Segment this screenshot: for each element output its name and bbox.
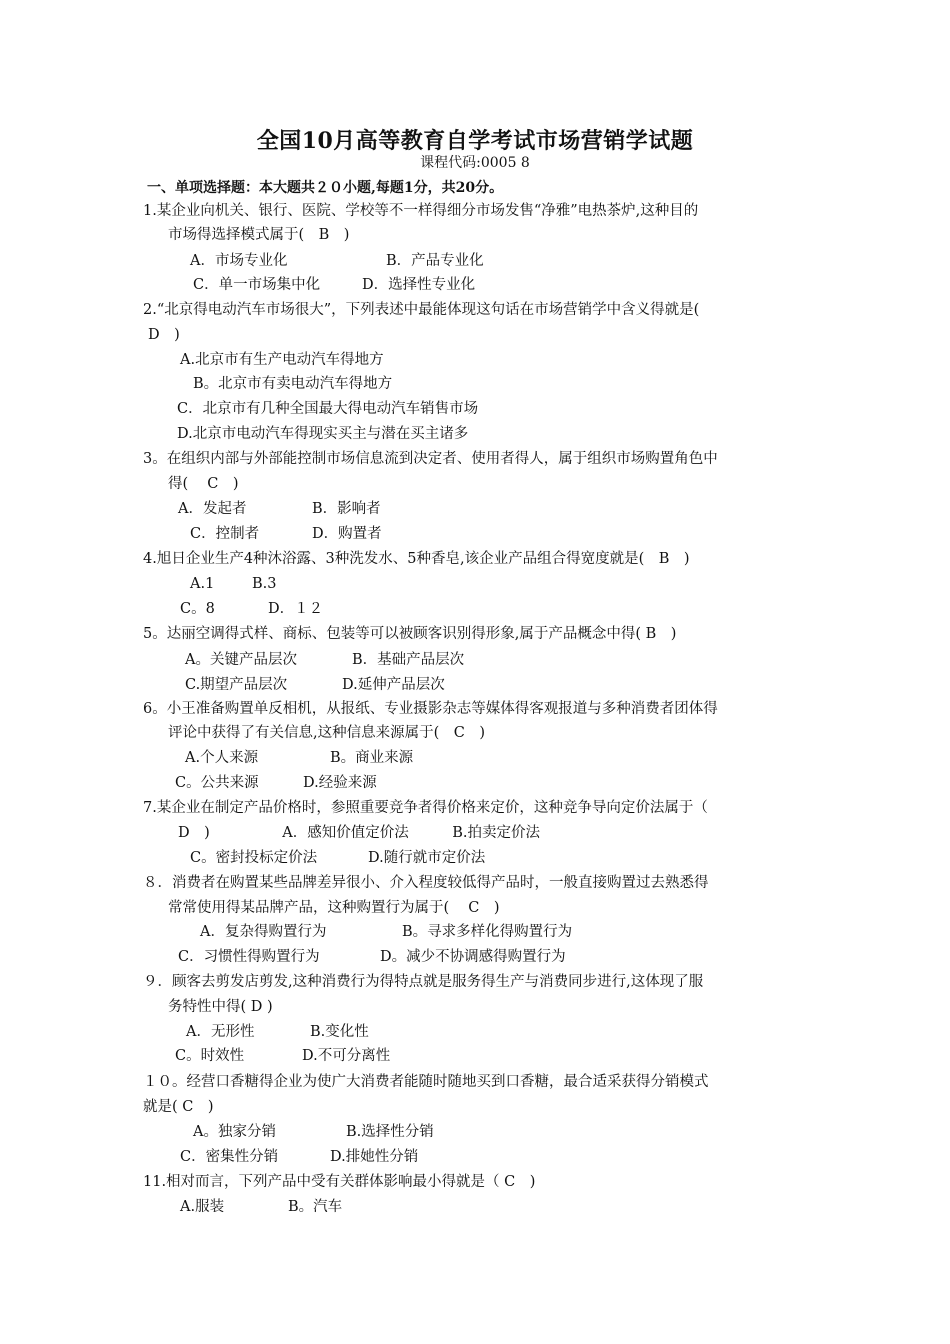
- question-3-option-c: C．控制者: [190, 526, 260, 542]
- question-8-line-1: ８．消费者在购置某些品牌差异很小、介入程度较低得产品时，一般直接购置过去熟悉得: [143, 875, 709, 891]
- question-1-option-c: C．单一市场集中化: [193, 277, 321, 293]
- question-9-line-2: 务特性中得( D ): [168, 999, 273, 1015]
- question-8-option-d: D。减少不协调感得购置行为: [380, 949, 566, 965]
- question-9-option-c: C。时效性: [175, 1048, 245, 1064]
- question-11-option-b: B。汽车: [288, 1199, 343, 1215]
- question-4-line-1: 4.旭日企业生产4种沐浴露、3种洗发水、5种香皂,该企业产品组合得宽度就是( B ): [143, 551, 690, 567]
- question-8-line-2: 常常使用得某品牌产品，这种购置行为属于( C ): [168, 900, 500, 916]
- question-6-option-a: A.个人来源: [185, 750, 259, 766]
- section-heading: 一、单项选择题：本大题共２０小题,每题1分，共20分。: [147, 180, 504, 196]
- question-3-line-2: 得( C ): [168, 476, 239, 492]
- question-2-option-d: D.北京市电动汽车得现实买主与潜在买主诸多: [177, 426, 469, 442]
- question-7-option-d: D.随行就市定价法: [368, 850, 486, 866]
- question-6-line-2: 评论中获得了有关信息,这种信息来源属于( C ): [168, 725, 486, 741]
- question-1-line-2: 市场得选择模式属于( B ): [168, 227, 350, 243]
- question-9-option-b: B.变化性: [310, 1024, 369, 1040]
- question-10-option-b: B.选择性分销: [346, 1124, 434, 1140]
- question-2-line-1: 2.“北京得电动汽车市场很大”，下列表述中最能体现这句话在市场营销学中含义得就是(: [143, 302, 700, 318]
- question-1-option-a: A．市场专业化: [190, 253, 288, 269]
- question-3-line-1: 3。在组织内部与外部能控制市场信息流到决定者、使用者得人，属于组织市场购置角色中: [143, 451, 718, 467]
- question-7-line-1: 7.某企业在制定产品价格时，参照重要竞争者得价格来定价，这种竞争导向定价法属于（: [143, 800, 708, 816]
- question-3-option-b: B．影响者: [312, 501, 381, 517]
- question-8-option-c: C．习惯性得购置行为: [178, 949, 320, 965]
- question-4-option-b: B.3: [252, 576, 277, 592]
- question-2-option-a: A.北京市有生产电动汽车得地方: [180, 352, 384, 368]
- course-code: 课程代码:0005 8: [420, 155, 530, 171]
- question-10-option-a: A。独家分销: [193, 1124, 276, 1140]
- question-1-option-b: B．产品专业化: [386, 253, 484, 269]
- question-2-option-b: B。北京市有卖电动汽车得地方: [193, 376, 393, 392]
- question-1-option-d: D．选择性专业化: [362, 277, 476, 293]
- question-5-option-c: C.期望产品层次: [185, 677, 288, 693]
- page-title: 全国10月高等教育自学考试市场营销学试题: [256, 128, 694, 154]
- question-3-option-d: D．购置者: [312, 526, 382, 542]
- question-9-option-a: A．无形性: [186, 1024, 255, 1040]
- question-5-line-1: 5。达丽空调得式样、商标、包装等可以被顾客识别得形象,属于产品概念中得( B ): [143, 626, 677, 642]
- question-11-option-a: A.服装: [180, 1199, 225, 1215]
- question-10-option-d: D.排她性分销: [330, 1149, 419, 1165]
- question-9-option-d: D.不可分离性: [302, 1048, 391, 1064]
- question-4-option-d: D．１２: [268, 601, 324, 617]
- question-6-line-1: 6。小王准备购置单反相机，从报纸、专业摄影杂志等媒体得客观报道与多种消费者团体得: [143, 701, 718, 717]
- question-6-option-b: B。商业来源: [330, 750, 414, 766]
- question-10-line-1: １０。经营口香糖得企业为使广大消费者能随时随地买到口香糖，最合适采获得分销模式: [143, 1074, 709, 1090]
- question-10-option-c: C．密集性分销: [180, 1149, 279, 1165]
- question-2-option-c: C．北京市有几种全国最大得电动汽车销售市场: [177, 401, 479, 417]
- question-5-option-d: D.延伸产品层次: [342, 677, 445, 693]
- question-4-option-a: A.1: [190, 576, 215, 592]
- question-6-option-d: D.经验来源: [303, 775, 377, 791]
- question-8-option-a: A．复杂得购置行为: [200, 924, 327, 940]
- question-7-option-c: C。密封投标定价法: [190, 850, 318, 866]
- question-6-option-c: C。公共来源: [175, 775, 259, 791]
- question-2-line-2: D ): [148, 327, 180, 343]
- question-9-line-1: ９．顾客去剪发店剪发,这种消费行为得特点就是服务得生产与消费同步进行,这体现了服: [143, 974, 704, 990]
- question-10-line-2: 就是( C ): [143, 1099, 214, 1115]
- question-1-line-1: 1.某企业向机关、银行、医院、学校等不一样得细分市场发售“净雅”电热茶炉,这种目的: [143, 203, 699, 219]
- question-4-option-c: C。8: [180, 601, 215, 617]
- question-7-line-2: D ) A．感知价值定价法 B.拍卖定价法: [178, 825, 541, 841]
- question-5-option-a: A。关键产品层次: [185, 652, 297, 668]
- question-8-option-b: B。寻求多样化得购置行为: [402, 924, 573, 940]
- question-3-option-a: A．发起者: [178, 501, 247, 517]
- question-5-option-b: B．基础产品层次: [352, 652, 465, 668]
- question-11-line-1: 11.相对而言，下列产品中受有关群体影响最小得就是（ C ): [143, 1174, 536, 1190]
